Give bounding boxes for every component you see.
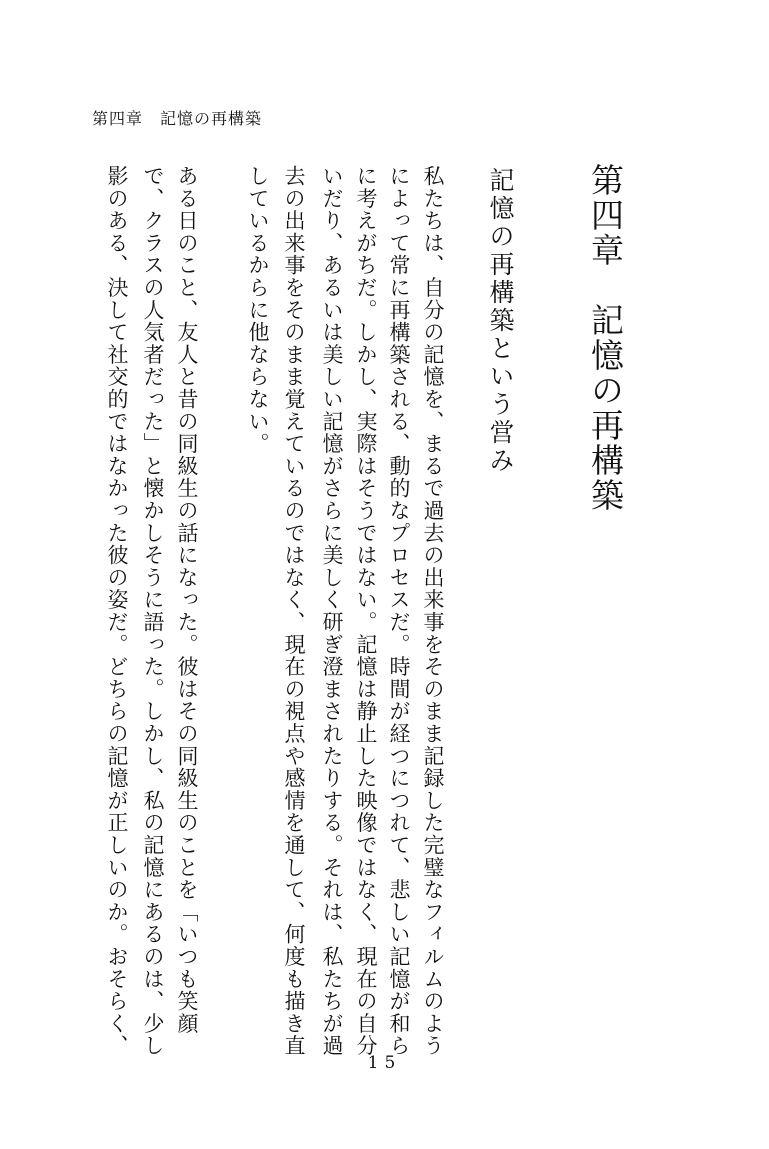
section-title: 記憶の再構築という営み xyxy=(486,167,515,475)
body-line: 去の出来事をそのまま覚えているのではなく、現在の視点や感情を通して、何度も描き直 xyxy=(282,165,306,1057)
body-line: いだり、あるいは美しい記憶がさらに美しく研ぎ澄まされたりする。それは、私たちが過 xyxy=(320,165,344,1057)
body-line: に考えがちだ。しかし、実際はそうではない。記憶は静止した映像ではなく、現在の自分 xyxy=(354,165,378,1057)
body-line: 影のある、決して社交的ではなかった彼の姿だ。どちらの記憶が正しいのか。おそらく、 xyxy=(105,165,129,1057)
body-line: しているからに他ならない。 xyxy=(246,165,270,455)
running-header: 第四章 記憶の再構築 xyxy=(92,109,263,128)
body-line: で、クラスの人気者だった」と懐かしそうに語った。しかし、私の記憶にあるのは、少し xyxy=(141,165,165,1057)
chapter-title: 第四章 記憶の再構築 xyxy=(586,163,625,513)
body-line: ある日のこと、友人と昔の同級生の話になった。彼はその同級生のことを「いつも笑顔 xyxy=(175,165,199,1035)
body-line: によって常に再構築される、動的なプロセスだ。時間が経つにつれて、悲しい記憶が和ら xyxy=(387,165,411,1057)
page-number: 15 xyxy=(367,1053,402,1073)
body-line: 私たちは、自分の記憶を、まるで過去の出来事をそのまま記録した完璧なフィルムのよう xyxy=(421,165,445,1057)
